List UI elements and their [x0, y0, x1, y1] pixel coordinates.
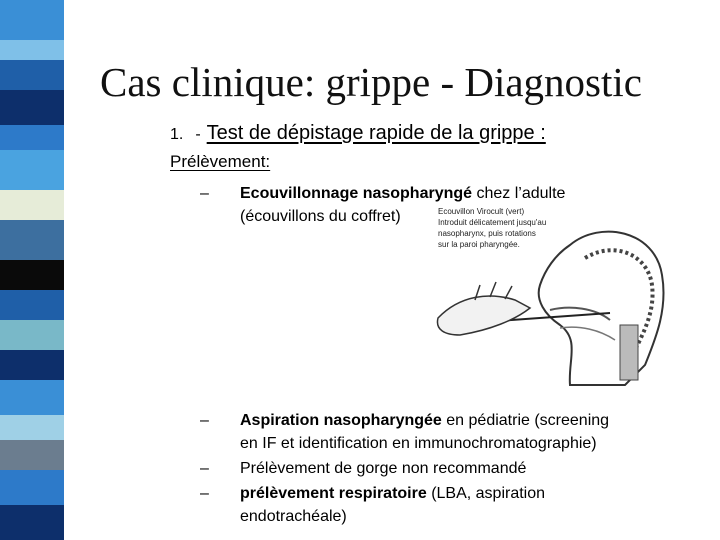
bullet-mark: – — [200, 412, 209, 429]
caption-line-3: nasopharynx, puis rotations — [438, 229, 536, 238]
slide-title: Cas clinique: grippe - Diagnostic — [100, 59, 642, 105]
decorative-stripe — [0, 0, 64, 540]
item-dash: - — [195, 126, 201, 143]
bullet-rest: (LBA, aspiration — [426, 485, 546, 502]
bullet-line2: en IF et identification en immunochromatographie) — [240, 435, 597, 452]
item-heading: Test de dépistage rapide de la grippe : — [206, 122, 546, 144]
bullet-mark: – — [200, 485, 209, 502]
caption-line-4: sur la paroi pharyngée. — [438, 240, 520, 249]
bullet-rest: Prélèvement de gorge non recommandé — [240, 460, 527, 477]
bullet-rest: chez l’adulte — [472, 185, 566, 202]
bullet-bold: prélèvement respiratoire — [240, 485, 427, 502]
bullet-line2: endotrachéale) — [240, 508, 347, 525]
item-number: 1. — [170, 126, 184, 143]
caption-line-2: Introduit délicatement jusqu'au — [438, 218, 547, 227]
section-heading — [170, 122, 546, 145]
bullet-line2: (écouvillons du coffret) — [240, 208, 401, 225]
nasopharyngeal-swab-illustration — [420, 200, 670, 390]
bullet-rest: en pédiatrie (screening — [441, 412, 610, 429]
bullet-text — [240, 482, 545, 528]
bullet-text — [240, 457, 526, 480]
bullet-mark: – — [200, 460, 209, 477]
bullet-mark: – — [200, 185, 209, 202]
bullet-bold: Ecouvillonnage nasopharyngé — [240, 185, 473, 202]
caption-line-1: Ecouvillon Virocult (vert) — [438, 207, 525, 216]
bullet-bold: Aspiration nasopharyngée — [240, 412, 442, 429]
subheading: Prélèvement: — [170, 152, 271, 171]
bullet-text — [240, 409, 609, 455]
